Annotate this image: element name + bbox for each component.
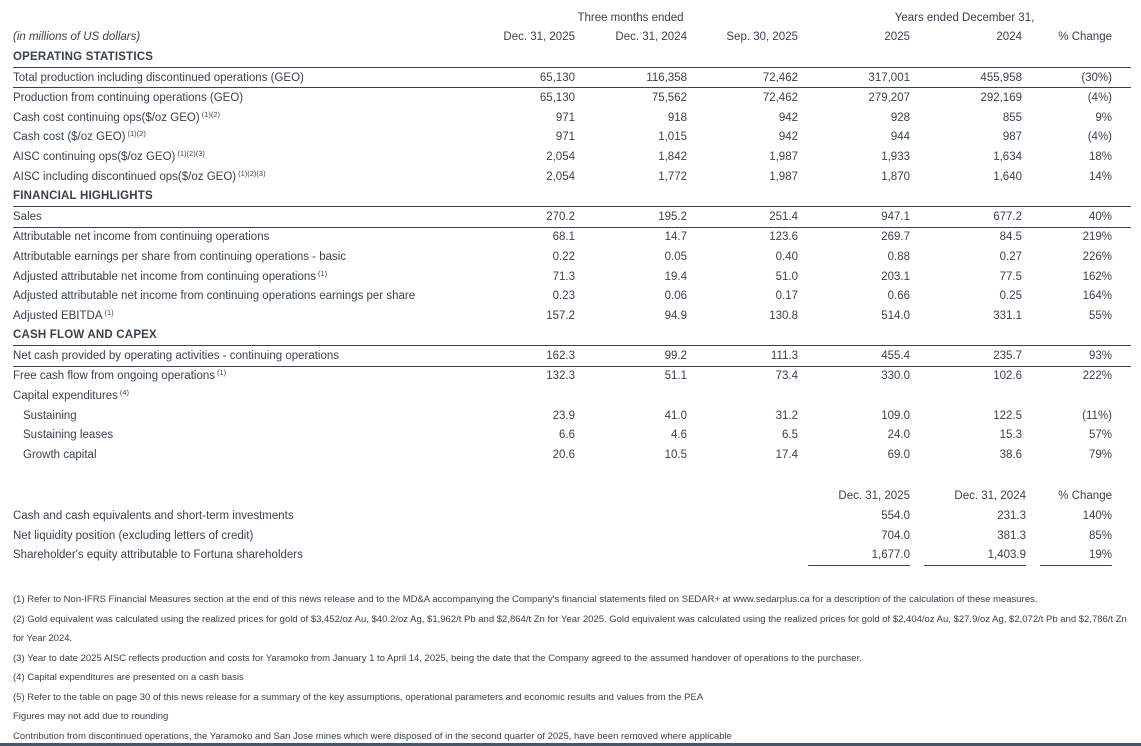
col-header-q4-2024: Dec. 31, 2024 [615,31,687,44]
row-label: Sales [13,206,463,227]
units-note: (in millions of US dollars) [13,31,141,44]
col-header-dec-31-2024: Dec. 31, 2024 [954,490,1026,503]
table-row [13,147,1131,167]
footnote-1: (1) Refer to Non-IFRS Financial Measures section at the end of this news release and to the MD&A accompanying the Company's financial statements filed on SEDAR+ at www.sedarplus.ca for a description of the calculation of these measures. [13,594,1038,606]
table-row [13,128,1131,148]
col-header-pct-change: % Change [1058,490,1112,503]
value-cell: 111.3 [687,346,798,367]
value-cell: 68.1 [552,231,575,244]
value-cell [1022,386,1131,406]
spacer-cell [910,506,924,526]
value-cell: 1,640 [993,170,1022,183]
value-cell: 1,403.9 [924,545,1026,565]
value-cell: 69.0 [887,448,910,461]
value-cell: 195.2 [575,206,687,227]
value-cell: 73.4 [775,370,798,383]
value-cell: 455,958 [910,67,1022,88]
section-title-financial-highlights: FINANCIAL HIGHLIGHTS [13,186,1131,206]
value-cell: 51.1 [664,370,687,383]
footnote-ref: (1) [104,307,114,317]
value-cell: 0.05 [664,250,687,263]
spacer-cell [13,487,808,507]
value-cell: 1,987 [769,150,798,163]
value-cell: 0.25 [999,290,1022,303]
value-cell: 987 [1002,131,1022,144]
value-cell: 79% [1088,448,1112,461]
value-cell: 38.6 [999,448,1022,461]
value-cell: 122.5 [993,409,1022,422]
spacer-cell [1026,506,1040,526]
column-header-row [13,28,1131,48]
value-cell: 162.3 [463,346,575,367]
value-cell: 65,130 [463,67,575,88]
value-cell: (4%) [1087,131,1112,144]
value-cell: (11%) [1082,409,1112,422]
col-group-three-months-ended: Three months ended [577,11,684,24]
value-cell: 40% [1022,206,1131,227]
value-cell: 554.0 [881,510,910,523]
value-cell: 381.3 [997,529,1026,542]
value-cell: 72,462 [762,92,798,105]
value-cell: 0.27 [999,250,1022,263]
value-cell: 677.2 [910,206,1022,227]
value-cell: 1,772 [658,170,687,183]
value-cell: 0.66 [887,290,910,303]
row-label: Total production including discontinued operations (GEO) [13,67,463,88]
value-cell: 235.7 [910,346,1022,367]
row-label: AISC including discontinued ops($/oz GEO) $^{(1)(2)(3)}$ [13,168,266,183]
footnote-5: (5) Refer to the table on page 30 of this news release for a summary of the key assumptions, operational parameters and economic results and values from the PEA [13,691,704,703]
value-cell: 23.9 [552,409,575,422]
value-cell: 1,677.0 [808,545,910,565]
table-row [13,247,1131,267]
table-row [13,227,1131,247]
value-cell: 1,933 [881,150,910,163]
spacer-cell [1112,545,1131,565]
value-cell [798,386,910,406]
value-cell: 0.40 [775,250,798,263]
value-cell: 85% [1088,529,1112,542]
footnote-2: (2) Gold equivalent was calculated using the realized prices for gold of $3,452/oz Au, $40.2/oz Ag, $1,962/t Pb and $2,864/t Zn for Year 2025. Gold equivalent was calculated using the realized prices for gold of $2,404/oz Au, $27.9/oz Ag, $2,072/t Pb and $2,786/t Zn for Year 2024. [13,613,1127,645]
value-cell: 19% [1040,545,1112,565]
row-label: Production from continuing operations (GEO) [13,92,244,105]
value-cell: 317,001 [798,67,910,88]
value-cell: 140% [1082,510,1112,523]
value-cell: 157.2 [546,309,575,322]
value-cell: 132.3 [546,370,575,383]
footnote-ref: (4) [119,388,130,398]
value-cell: 942 [778,111,798,124]
value-cell: 0.22 [552,250,575,263]
spacer-cell [910,545,924,565]
value-cell: 971 [555,111,575,124]
value-cell: 1,870 [881,170,910,183]
value-cell: 51.0 [775,270,798,283]
col-header-year-2025: 2025 [884,31,910,44]
value-cell: 14% [1088,170,1112,183]
value-cell: 41.0 [664,409,687,422]
value-cell: 6.6 [559,429,575,442]
value-cell: 116,358 [575,67,687,88]
value-cell: 20.6 [552,448,575,461]
liquidity-header-row [13,487,1131,507]
row-label: Attributable net income from continuing operations [13,231,270,244]
footnote-4: (4) Capital expenditures are presented on a cash basis [13,672,244,684]
value-cell: 971 [555,131,575,144]
spacer-cell [1112,506,1131,526]
value-cell: 31.2 [775,409,798,422]
spacer-cell [910,487,924,507]
value-cell: 65,130 [539,92,575,105]
value-cell: 947.1 [798,206,910,227]
value-cell [575,386,687,406]
col-header-pct-change: % Change [1058,31,1112,44]
col-header-dec-31-2025: Dec. 31, 2025 [838,490,910,503]
row-label: Free cash flow from ongoing operations $^{(1)}$ [13,368,227,383]
main-financials-table [13,8,1131,465]
table-row [13,425,1131,445]
value-cell: 162% [1082,270,1112,283]
section-header-row [13,47,1131,67]
value-cell: 0.88 [887,250,910,263]
table-row [13,306,1131,326]
value-cell: 123.6 [769,231,798,244]
spacer-cell [1026,487,1040,507]
value-cell: (4%) [1087,92,1112,105]
row-label: Adjusted EBITDA $^{(1)}$ [13,307,114,322]
value-cell: 219% [1082,231,1112,244]
value-cell: 203.1 [881,270,910,283]
value-cell: 93% [1022,346,1131,367]
row-label: Sustaining [23,409,77,422]
footnotes [13,590,1131,746]
row-label: Attributable earnings per share from continuing operations - basic [13,250,347,263]
value-cell: 928 [890,111,910,124]
value-cell: (30%) [1022,67,1131,88]
value-cell: 130.8 [769,309,798,322]
row-label: Growth capital [23,448,97,461]
value-cell: 17.4 [775,448,798,461]
value-cell: 102.6 [993,370,1022,383]
footnote-ref: (1)(2) [201,109,220,119]
footnote-ref: (1) [217,368,227,378]
spacer-cell [1112,526,1131,546]
col-header-year-2024: 2024 [996,31,1022,44]
table-row [13,167,1131,187]
value-cell: 270.2 [463,206,575,227]
value-cell: 2,054 [546,150,575,163]
value-cell: 1,842 [658,150,687,163]
value-cell: 269.7 [881,231,910,244]
section-header-row [13,326,1131,346]
value-cell: 84.5 [999,231,1022,244]
footnote-ref: (1) [318,268,328,278]
col-group-years-ended: Years ended December 31, [894,11,1035,24]
table-row [13,506,1131,526]
table-row [13,206,1131,227]
table-row [13,67,1131,88]
section-title-operating-statistics: OPERATING STATISTICS [13,47,1131,67]
row-label: Shareholder's equity attributable to Fortuna shareholders [13,549,303,562]
table-row [13,526,1131,546]
value-cell: 71.3 [552,270,575,283]
value-cell: 0.06 [664,290,687,303]
col-header-q3-2025: Sep. 30, 2025 [726,31,798,44]
value-cell: 10.5 [664,448,687,461]
value-cell: 19.4 [664,270,687,283]
discontinued-operations-note: Contribution from discontinued operations, the Yaramoko and San Jose mines which were disposed of in the second quarter of 2025, have been removed where applicable [13,730,732,742]
table-row [13,286,1131,306]
value-cell: 6.5 [782,429,798,442]
value-cell: 226% [1082,250,1112,263]
value-cell [910,386,1022,406]
row-label: Cash and cash equivalents and short-term investments [13,510,294,523]
value-cell: 24.0 [887,429,910,442]
value-cell: 99.2 [575,346,687,367]
table-row [13,366,1131,386]
value-cell: 109.0 [881,409,910,422]
row-label: Net cash provided by operating activities - continuing operations [13,346,463,367]
value-cell: 4.6 [671,429,687,442]
value-cell: 942 [778,131,798,144]
value-cell: 222% [1082,370,1112,383]
liquidity-table [13,487,1131,566]
value-cell: 944 [890,131,910,144]
value-cell: 514.0 [881,309,910,322]
table-row [13,267,1131,287]
financial-results-document [13,8,1131,746]
spacer-cell [13,8,463,28]
value-cell: 55% [1088,309,1112,322]
value-cell: 855 [1002,111,1022,124]
value-cell [463,386,575,406]
value-cell: 77.5 [999,270,1022,283]
value-cell: 15.3 [999,429,1022,442]
value-cell: 1,987 [769,170,798,183]
value-cell: 918 [667,111,687,124]
row-label: Adjusted attributable net income from continuing operations $^{(1)}$ [13,268,328,283]
section-header-row [13,186,1131,206]
footnote-ref: (1)(2)(3) [177,148,205,158]
row-label: Adjusted attributable net income from continuing operations earnings per share [13,290,416,303]
value-cell: 231.3 [997,510,1026,523]
section-title-cash-flow-and-capex: CASH FLOW AND CAPEX [13,326,1131,346]
footnote-ref: (1)(2) [127,129,146,139]
value-cell: 72,462 [687,67,798,88]
spacer-cell [1026,526,1040,546]
value-cell: 251.4 [687,206,798,227]
footnote-ref: (1)(2)(3) [238,168,266,178]
value-cell: 1,015 [658,131,687,144]
value-cell: 57% [1088,429,1112,442]
value-cell: 330.0 [881,370,910,383]
value-cell: 0.17 [775,290,798,303]
table-row [13,108,1131,128]
value-cell: 455.4 [798,346,910,367]
value-cell: 164% [1082,290,1112,303]
row-label: Net liquidity position (excluding letters of credit) [13,529,254,542]
value-cell: 14.7 [664,231,687,244]
table-row [13,545,1131,565]
column-group-header-row [13,8,1131,28]
value-cell: 18% [1088,150,1112,163]
row-label: Cash cost continuing ops($/oz GEO) $^{(1)(2)}$ [13,109,220,124]
value-cell: 0.23 [552,290,575,303]
spacer-cell [910,526,924,546]
row-label: Capital expenditures $^{(4)}$ [13,388,130,403]
spacer-cell [1112,487,1131,507]
value-cell: 331.1 [993,309,1022,322]
row-label: AISC continuing ops($/oz GEO) $^{(1)(2)(3)}$ [13,148,205,163]
row-label: Cash cost ($/oz GEO) $^{(1)(2)}$ [13,129,146,144]
table-row [13,386,1131,406]
rounding-note: Figures may not add due to rounding [13,711,169,723]
value-cell: 704.0 [881,529,910,542]
table-row [13,88,1131,108]
spacer-cell [1026,545,1040,565]
col-header-q4-2025: Dec. 31, 2025 [503,31,575,44]
value-cell: 9% [1095,111,1112,124]
value-cell: 75,562 [651,92,687,105]
value-cell: 292,169 [980,92,1022,105]
value-cell: 94.9 [664,309,687,322]
row-label: Sustaining leases [23,429,114,442]
table-row [13,445,1131,465]
value-cell: 1,634 [993,150,1022,163]
value-cell: 279,207 [868,92,910,105]
value-cell: 2,054 [546,170,575,183]
table-row [13,406,1131,426]
table-row [13,346,1131,367]
footnote-3: (3) Year to date 2025 AISC reflects production and costs for Yaramoko from January 1 to April 14, 2025, being the date that the Company agreed to the assumed handover of operations to the purchaser. [13,652,862,664]
value-cell [687,386,798,406]
